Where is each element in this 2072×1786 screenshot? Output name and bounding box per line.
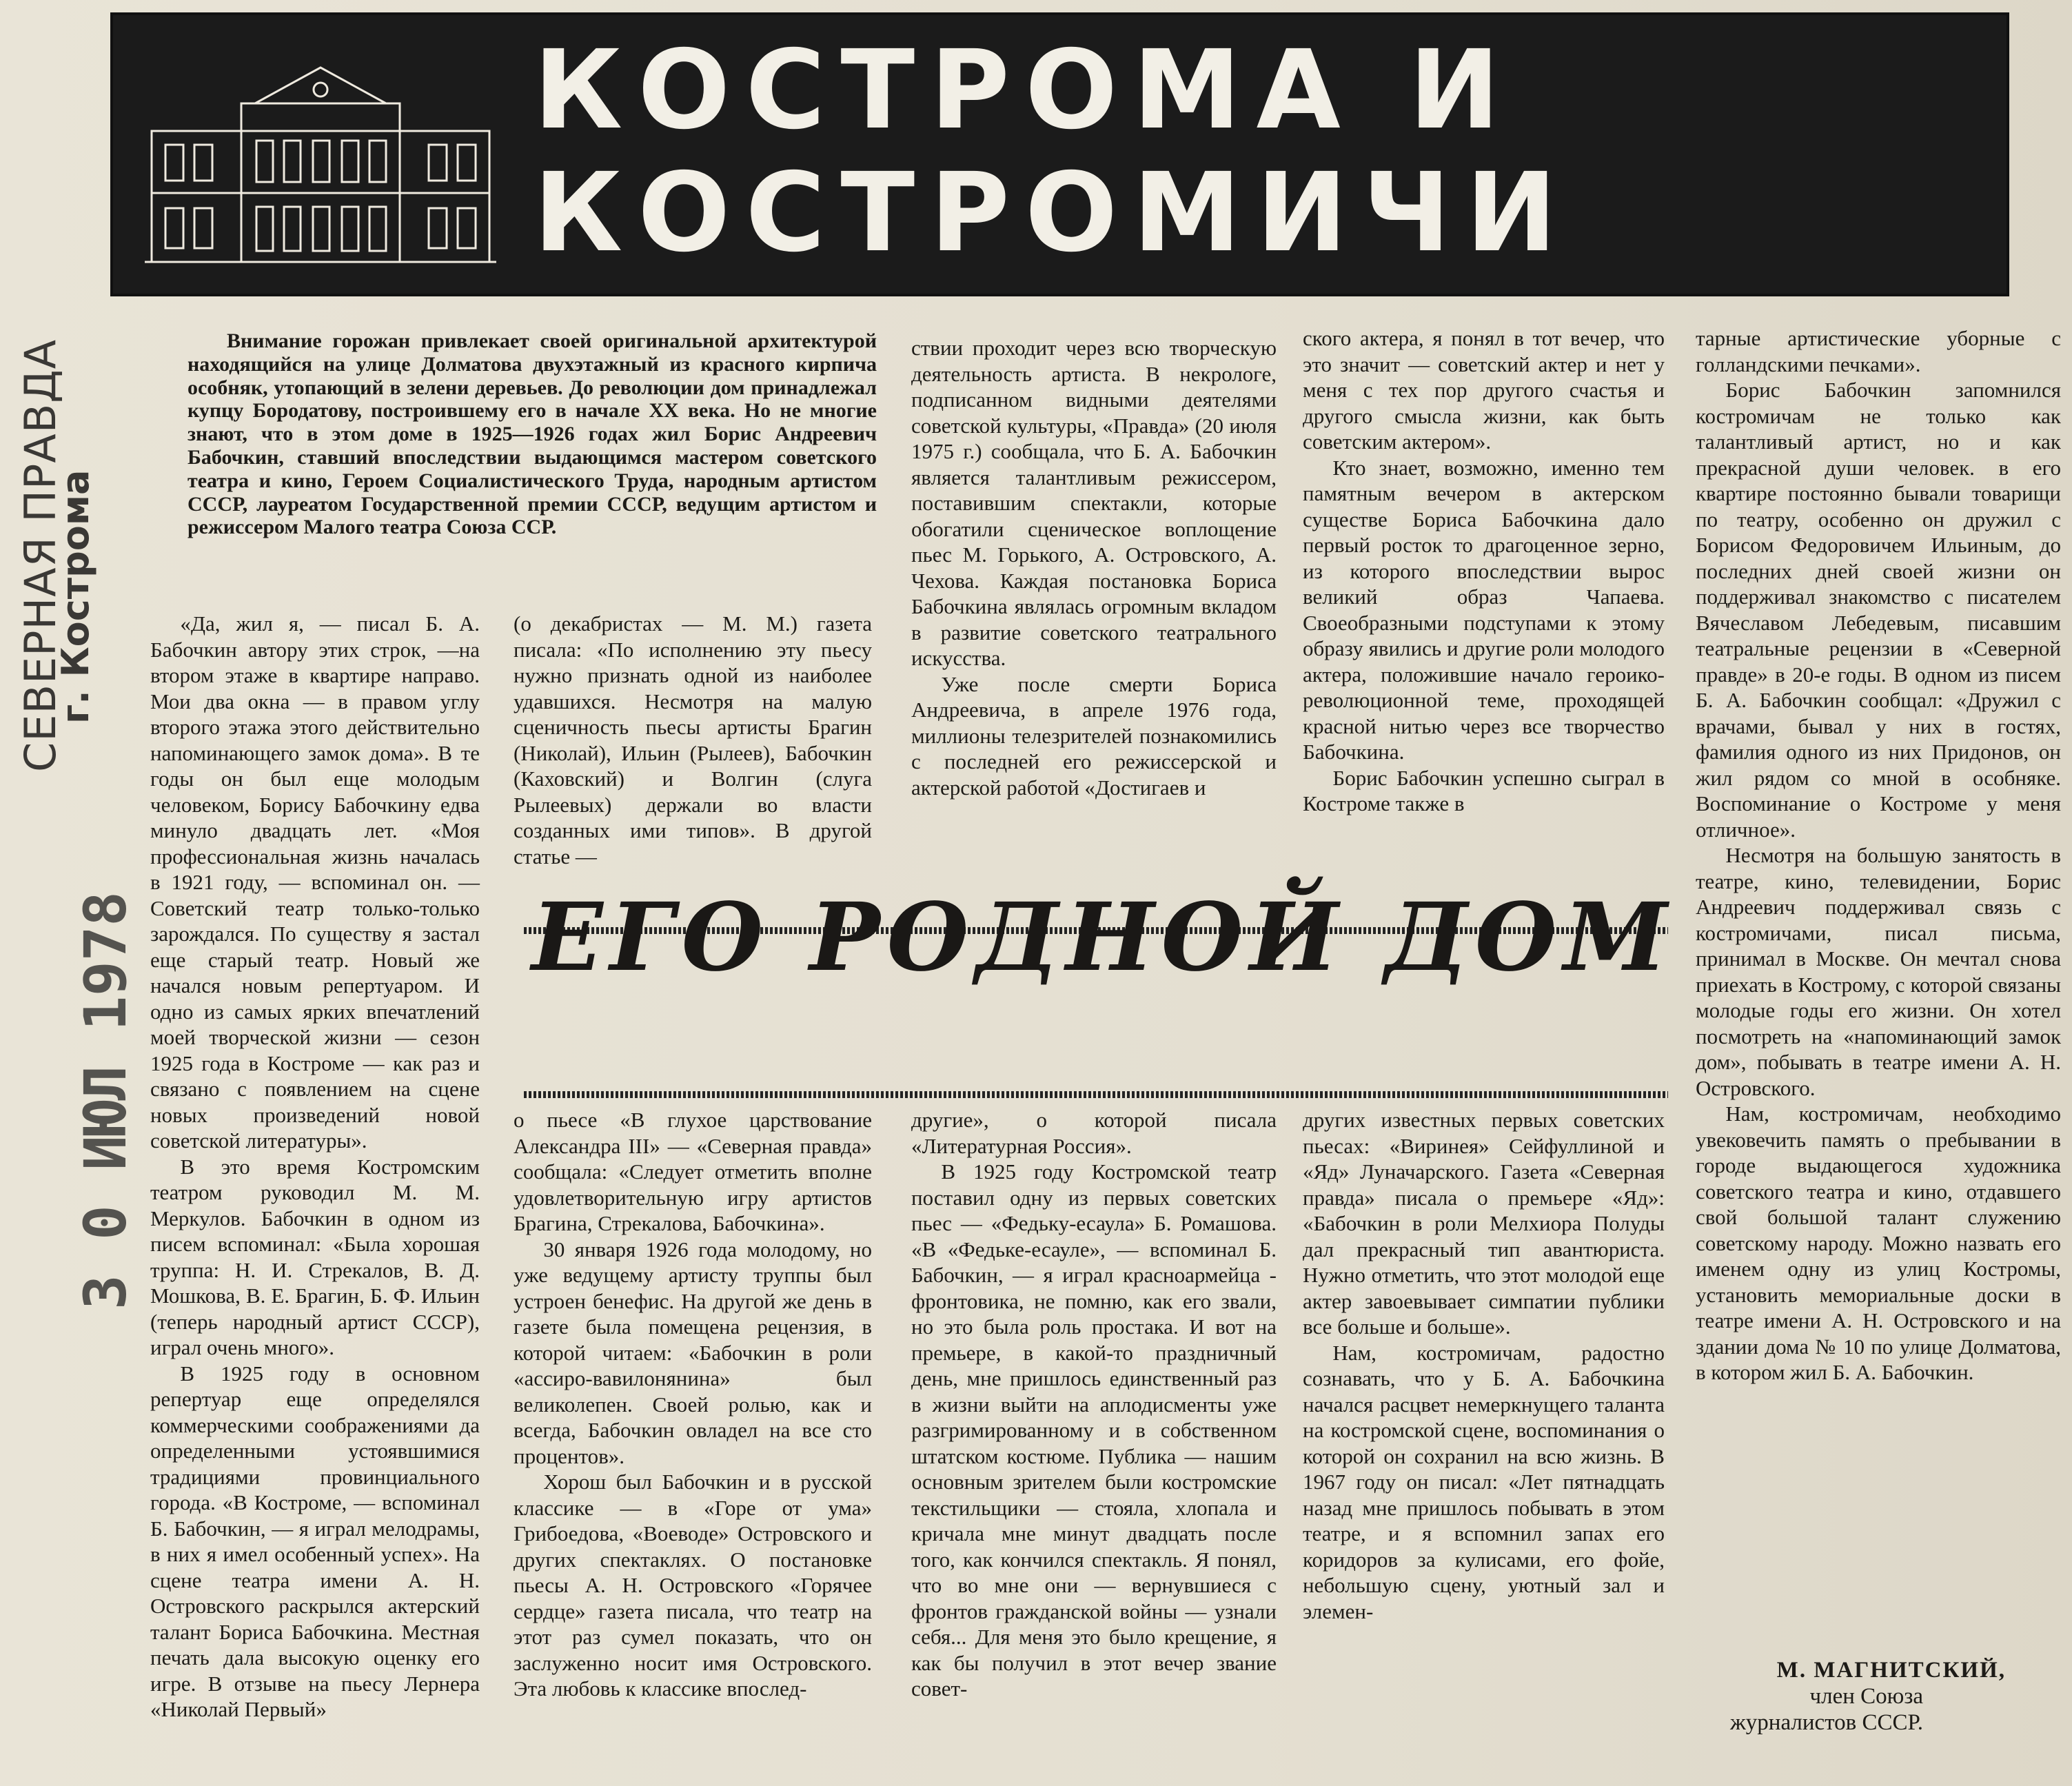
- column-2-top: [514, 611, 872, 914]
- date-stamp: 3 0 ИЮЛ 1978: [72, 891, 139, 1310]
- lead-paragraph: Внимание горожан привлекает своей оригинальной архитектурой находящийся на улице Долматова двухэтажный из красного кирпича особняк, утопающий в зелени деревьев. До революции дом принадлежал купцу Бородатову, построившему его в начале XX века. Но не многие знают, что в этом доме в 1925—1926 годах жил Борис Андреевич Бабочкин, ставший впоследствии выдающимся мастером советского театра и кино, Героем Социалистического Труда, народным артистом СССР, лауреатом Государственной премии СССР, ведущим артистом и режиссером Малого театра Союза ССР.: [187, 329, 877, 539]
- paragraph: Борис Бабочкин запомнился костромичам не только как талантливый артист, но и как прекрасной души человек. в его квартире постоянно бывали товарищи по театру, особенно он дружил с Борисом Федоровичем Ильиным, до последних дней своей жизни он поддерживал знакомство с писателем Вячеславом Лебедевым, писавшим театральные рецензии в «Северной правде» в 20-е годы. В одном из писем Б. А. Бабочкин сообщал: «Дружил с врачами, бывал у них в гостях, фамилия одного из них Придонов, он жил рядом со мной в особняке. Воспоминание о Костроме у меня отличное».: [1696, 378, 2061, 842]
- paragraph: других известных первых советских пьесах: «Виринея» Сейфуллиной и «Яд» Луначарского. Газета «Северная правда» писала о премьере «Яд»: «Бабочкин в роли Мелхиора Полуды дал прекрасный тип авантюриста. Нужно отметить, что этот молодой еще актер завоевывает симпатии публики все больше и больше».: [1303, 1108, 1665, 1339]
- article-lead: [187, 329, 877, 539]
- paragraph: В 1925 году в основном репертуар еще определялся коммерческими соображениями да определенными устоявшимися традициями провинциального города. «В Костроме, — вспоминал Б. Бабочкин, — я играл мелодрамы, в них я имел особенный успех». На сцене театра имени А. Н. Островского раскрылся актерский талант Бориса Бабочкина. Местная печать дала высокую оценку его игре. В отзыве на пьесу Лернера «Николай Первый»: [150, 1361, 480, 1721]
- paragraph: тарные артистические уборные с голландскими печками».: [1696, 326, 2061, 376]
- column-3-top: [911, 335, 1277, 914]
- paragraph: ствии проходит через всю творческую деятельность артиста. В некрологе, подписанном видными деятелями советской культуры, «Правда» (20 июля 1975 г.) сообщала, что Б. А. Бабочкин является талантливым режиссером, поставившим спектакли, которые обогатили сценическое воплощение пьес М. Горького, А. Островского, А. Чехова. Каждая постановка Бориса Бабочкина являлась огромным вкладом в развитие советского театрального искусства.: [911, 336, 1277, 670]
- masthead-title-line2: КОСТРОМИЧИ: [534, 150, 1572, 276]
- paragraph: Нам, костромичам, необходимо увековечить память о пребывании в городе выдающегося художника советского театра и кино, отдавшего свой большой талант служению советскому народу. Можно назвать его именем одну из улиц Костромы, установить мемориальные доски в театре имени А. Н. Островского и на здании дома № 10 по улице Долматова, в котором жил Б. А. Бабочкин.: [1696, 1102, 2061, 1384]
- paragraph: (о декабристах — М. М.) газета писала: «По исполнению эту пьесу нужно признать одной из наиболее удавшихся. Несмотря на малую сценичность пьесы артисты Брагин (Николай), Ильин (Рылеев), Бабочкин (Каховский) и Волгин (слуга Рылеевых) держали во власти созданных ими типов». В другой статье —: [514, 611, 872, 869]
- paragraph: Борис Бабочкин успешно сыграл в Костроме также в: [1303, 765, 1665, 815]
- paragraph: ского актера, я понял в тот вечер, что это значит — советский актер и нет у меня с тех пор другого счастья и другого смысла жизни, как быть советским актером».: [1303, 326, 1665, 454]
- column-2-bottom: [514, 1107, 872, 1783]
- paragraph: В это время Костромским театром руководил М. М. Меркулов. Бабочкин в одном из писем вспоминал: «Была хорошая труппа: Н. И. Стрекалов, В. Д. Мошкова, В. Е. Брагин, Б. Ф. Ильин (теперь народный артист СССР), играл очень много».: [150, 1154, 480, 1359]
- paragraph: Кто знает, возможно, именно тем памятным вечером в актерском существе Бориса Бабочкина дало первый росток то драгоценное зерно, из которого впоследствии вырос великий образ Чапаева. Своеобразными подступами к этому образу явились и другие роли молодого актера, положившие начало героико-революционной теме, проходящей красной нитью через все творчество Бабочкина.: [1303, 455, 1665, 764]
- paragraph: о пьесе «В глухое царствование Александра III» — «Северная правда» сообщала: «Следует отметить вполне удовлетворительную игру артистов Брагина, Стрекалова, Бабочкина».: [514, 1108, 872, 1235]
- column-3-bottom: [911, 1107, 1277, 1783]
- paragraph: другие», о которой писала «Литературная Россия».: [911, 1108, 1277, 1158]
- masthead-title-line1: КОСТРОМА И: [534, 27, 1516, 154]
- headline-rule-bottom: [524, 1091, 1668, 1098]
- paragraph: 30 января 1926 года молодому, но уже ведущему артисту труппы был устроен бенефис. На другой же день в газете была помещена рецензия, в которой читаем: «Бабочкин в роли «ассиро-вавилонянина» был великолепен. Своей ролью, как и всегда, Бабочкин овладел на все сто процентов».: [514, 1237, 872, 1468]
- paragraph: Уже после смерти Бориса Андреевича, в апреле 1976 года, миллионы телезрителей познакомились с последней его режиссерской и актерской работой «Достигаев и: [911, 671, 1277, 800]
- column-4-top: [1303, 325, 1665, 914]
- paragraph: Хорош был Бабочкин и в русской классике — в «Горе от ума» Грибоедова, «Воеводе» Островского и других спектаклях. О постановке пьесы А. Н. Островского «Горячее сердце» газета писала, что театр на этот раз сумел показать, что он заслуженно носит имя Островского. Эта любовь к классике впослед-: [514, 1470, 872, 1701]
- column-5: [1696, 325, 2061, 1635]
- author-title: член Союза журналистов СССР.: [1730, 1684, 1924, 1735]
- article-headline: ЕГО РОДНОЙ ДОМ: [531, 882, 1674, 993]
- city-note: г. Кострома: [54, 469, 97, 724]
- masthead-banner: [110, 12, 2009, 296]
- author-signature: [1730, 1657, 2006, 1736]
- paragraph: Несмотря на большую занятость в театре, кино, телевидении, Борис Андреевич поддерживал связь с костромичами, писал письма, принимал в Москве. Он мечтал снова приехать в Кострому, с которой связаны молодые годы его жизни. Он хотел посмотреть на «напоминающий замок дом», побывать в театре имени А. Н. Островского.: [1696, 843, 2061, 1100]
- column-4-bottom: [1303, 1107, 1665, 1783]
- paragraph: В 1925 году Костромской театр поставил одну из первых советских пьес — «Федьку-есаула» Б. Ромашова. «В «Федьке-есауле», — вспоминал Б. Бабочкин, — я играл красноармейца - фронтовика, не помню, как его звали, но это была роль простака. И вот на премьере, в какой-то праздничный день, мне пришлось единственный раз в жизни выйти на аплодисменты уже разгримированному и в собственном штатском костюме. Публика — нашим основным зрителем были костромские текстильщики — стояла, хлопала и кричала мне минут двадцать после того, как кончился спектакль. Я понял, что во мне они — вернувшиеся с фронтов гражданской войны — узнали себя... Для меня это было крещение, я как бы получил в этот вечер звание совет-: [911, 1159, 1277, 1701]
- newspaper-name-note: СЕВЕРНАЯ ПРАВДА: [15, 338, 65, 772]
- masthead-title: [534, 29, 1995, 274]
- author-name: М. МАГНИТСКИЙ,: [1776, 1658, 2006, 1683]
- paragraph: «Да, жил я, — писал Б. А. Бабочкин автору этих строк, —на втором этаже в квартире направо. Мои два окна — в правом углу второго этажа этого действительно напоминающего замок дома». В те годы он был еще молодым человеком, Борису Бабочкину едва минуло двадцать лет. «Моя профессиональная жизнь началась в 1921 году, — вспоминал он. — Советский театр только-только зарождался. По существу я застал еще старый театр. Новый же начался новым репертуаром. И одно из самых ярких впечатлений моей творческой жизни — сезон 1925 года в Костроме — как раз и связано с появлением на сцене новых произведений новой советской литературы».: [150, 611, 480, 1153]
- theatre-building-illustration: [138, 55, 503, 276]
- paragraph: Нам, костромичам, радостно сознавать, что у Б. А. Бабочкина начался расцвет немеркнущего таланта на костромской сцене, воспоминания о которой он сохранил на всю жизнь. В 1967 году он писал: «Лет пятнадцать назад мне пришлось побывать в этом театре, и я вспомнил запах его коридоров за кулисами, его фойе, небольшую сцену, уютный зал и элемен-: [1303, 1340, 1665, 1623]
- column-1: [150, 611, 480, 1721]
